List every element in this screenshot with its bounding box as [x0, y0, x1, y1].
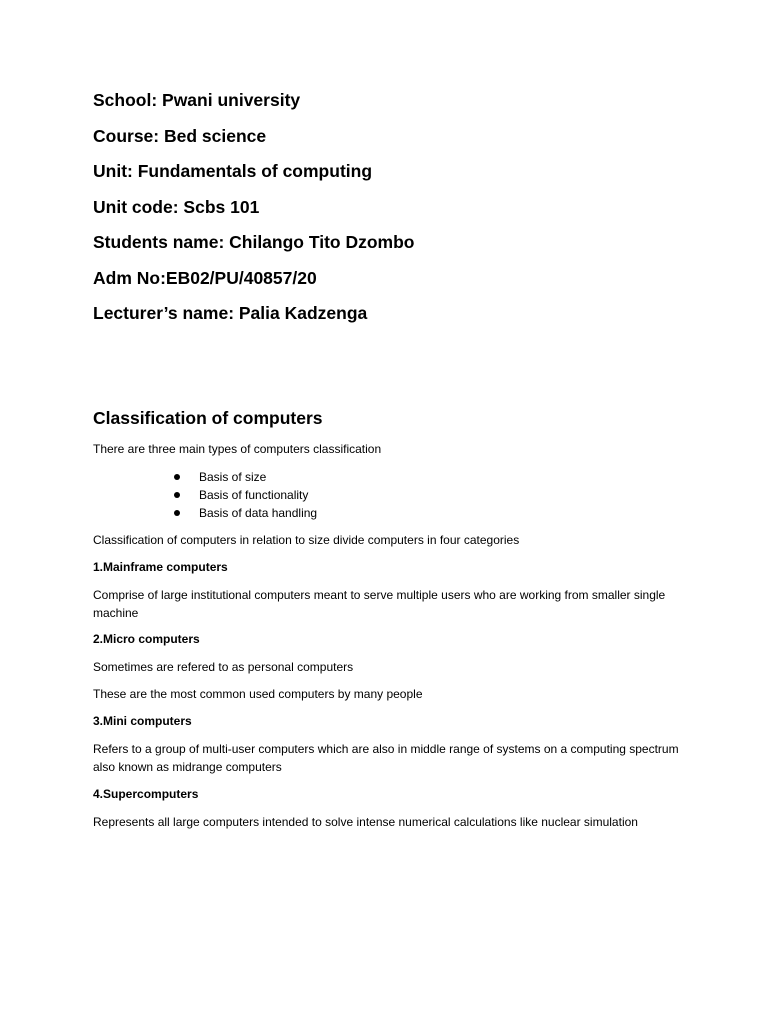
supercomputers-title: 4.Supercomputers: [93, 787, 199, 801]
micro-description-2: These are the most common used computers by many people: [93, 687, 423, 701]
student-name-line: Students name: Chilango Tito Dzombo: [93, 232, 415, 252]
mainframe-description: Comprise of large institutional computers meant to serve multiple users who are working from smaller single machine: [93, 588, 666, 620]
bullet-icon: [174, 510, 180, 516]
unit-code-line: Unit code: Scbs 101: [93, 197, 260, 217]
supercomputers-description: Represents all large computers intended to solve intense numerical calculations like nuclear simulation: [93, 815, 638, 829]
bullet-icon: [174, 474, 180, 480]
bullet-text: Basis of data handling: [199, 506, 318, 520]
bullet-icon: [174, 492, 180, 498]
mini-title: 3.Mini computers: [93, 714, 192, 728]
bullet-text: Basis of functionality: [199, 488, 309, 502]
school-line: School: Pwani university: [93, 90, 301, 110]
lecturer-line: Lecturer’s name: Palia Kadzenga: [93, 303, 368, 323]
size-intro-paragraph: Classification of computers in relation to size divide computers in four categories: [93, 533, 520, 547]
adm-no-line: Adm No:EB02/PU/40857/20: [93, 268, 317, 288]
course-line: Course: Bed science: [93, 126, 267, 146]
mainframe-title: 1.Mainframe computers: [93, 560, 228, 574]
micro-description-1: Sometimes are refered to as personal computers: [93, 660, 354, 674]
intro-paragraph: There are three main types of computers classification: [93, 442, 382, 456]
section-heading: Classification of computers: [93, 408, 323, 428]
mini-description: Refers to a group of multi-user computers which are also in middle range of systems on a computing spectrum also known as midrange computers: [93, 742, 679, 774]
bullet-text: Basis of size: [199, 470, 267, 484]
micro-title: 2.Micro computers: [93, 632, 200, 646]
unit-line: Unit: Fundamentals of computing: [93, 161, 373, 181]
